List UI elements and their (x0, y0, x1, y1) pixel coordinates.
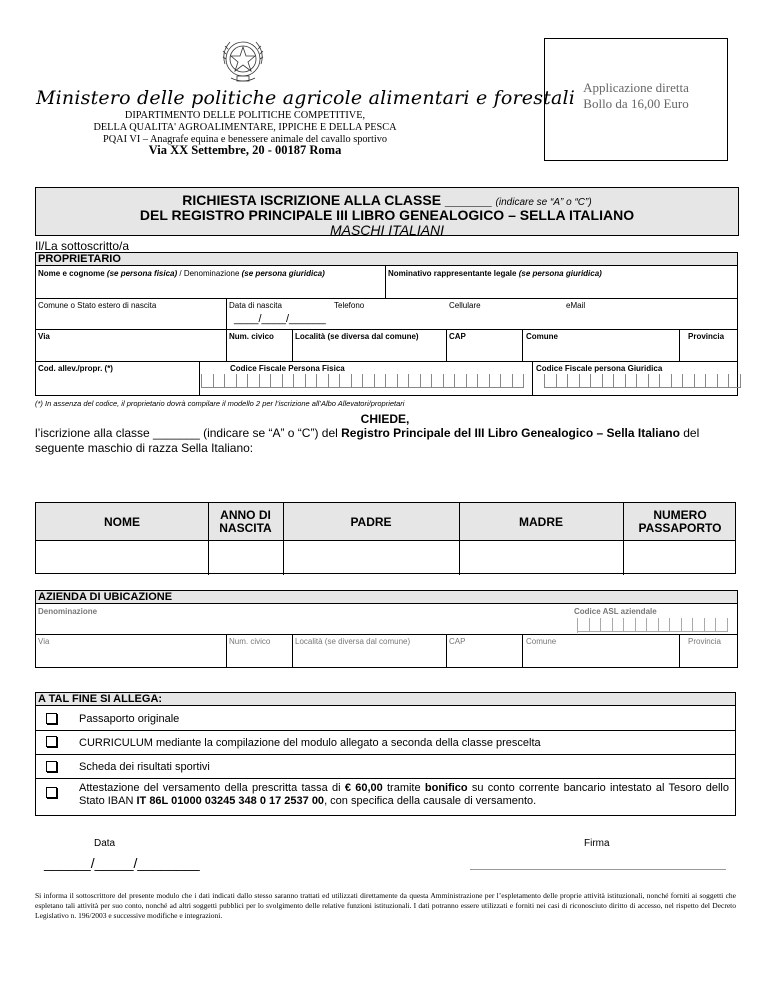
owner-denomination-label: / Denominazione (177, 269, 242, 278)
horse-sire-field[interactable] (284, 542, 459, 574)
farm-asl-cells[interactable] (577, 618, 728, 633)
date-field[interactable]: ______/_____/________ (44, 855, 200, 871)
attachment-payment: Attestazione del versamento della prescritta tassa di € 60,00 tramite bonifico su conto corrente bancario intestato al Tesoro dello Stato IBAN IT 86L 01000 03245 348 0 17 2537 00, con specifica della causale di versamento. (79, 782, 729, 807)
owner-name-label: Nome e cognome (38, 269, 107, 278)
privacy-notice: Si informa il sottoscrittore del presente modulo che i dati indicati dallo stesso saranno trattati ed utilizzati direttamente da questa Amministrazione per l’espletamento delle proprie attività istituzionali, nonché forniti ai soggetti che espletano tali attività per suo conto, nonché ad altri soggetti pubblici per lo svolgimento delle relative funzioni istituzionali. I dati potranno essere utilizzati e forniti nei casi di riconosciuto diritto di accesso, nel rispetto del Decreto Legislativo n. 196/2003 e successive modifiche e integrazioni. (35, 891, 736, 920)
ministry-address: Via XX Settembre, 20 - 00187 Roma (148, 143, 342, 157)
birthdate-label: Data di nascita (229, 301, 282, 310)
attachment-results: Scheda dei risultati sportivi (79, 761, 210, 773)
department-block (60, 110, 430, 146)
horse-dam-field[interactable] (460, 542, 623, 574)
farm-province-label: Provincia (688, 637, 721, 646)
undersigned-label: Il/La sottoscritto/a (35, 239, 130, 253)
province-label: Provincia (688, 332, 725, 341)
chiede-heading: CHIEDE, (360, 412, 410, 426)
horse-passport-field[interactable] (624, 542, 736, 574)
title-note: (indicare se “A” o “C”) (495, 197, 592, 208)
checkbox-curriculum[interactable] (46, 736, 57, 747)
col-header-passaporto: NUMERO PASSAPORTO (638, 508, 722, 535)
legal-rep-note: (se persona giuridica) (518, 269, 602, 278)
stamp-text-line: Bollo da 16,00 Euro (583, 96, 689, 111)
farm-denomination-label: Denominazione (38, 607, 98, 616)
cf-company-cells[interactable] (544, 374, 741, 388)
cap-label: CAP (449, 332, 466, 341)
locality-label: Località (se diversa dal comune) (295, 332, 419, 341)
department-line: DELLA QUALITA' AGROALIMENTARE, IPPICHE E DELLA PESCA (93, 122, 397, 133)
title-line-1: RICHIESTA ISCRIZIONE ALLA CLASSE ______ (182, 192, 492, 208)
checkbox-passport[interactable] (46, 713, 57, 724)
farm-civic-label: Num. civico (229, 637, 271, 646)
republic-emblem-icon (218, 34, 268, 86)
title-line-3: MASCHI ITALIANI (329, 222, 445, 238)
stamp-text-line: Applicazione diretta (583, 80, 689, 95)
owner-heading: PROPRIETARIO (36, 253, 737, 266)
legal-rep-label: Nominativo rappresentante legale (388, 269, 519, 278)
breeder-code-label: Cod. allev./propr. (*) (38, 364, 113, 373)
farm-cap-label: CAP (449, 637, 466, 646)
owner-denomination-note: (se persona giuridica) (241, 269, 325, 278)
farm-locality-label: Località (se diversa dal comune) (295, 637, 411, 646)
ministry-name: Ministero delle politiche agricole alimentari e forestali (36, 87, 576, 109)
col-header-anno: ANNO DI NASCITA (219, 508, 272, 535)
signature-field[interactable] (470, 869, 726, 870)
civic-label: Num. civico (229, 332, 274, 341)
col-header-madre: MADRE (519, 514, 563, 529)
farm-asl-label: Codice ASL aziendale (574, 607, 657, 616)
farm-city-label: Comune (526, 637, 557, 646)
stamp-box (544, 38, 728, 161)
cf-person-cells[interactable] (201, 374, 524, 388)
col-header-nome: NOME (104, 514, 140, 529)
department-line: PQAI VI – Anagrafe equina e benessere animale del cavallo sportivo (102, 134, 388, 145)
col-header-padre: PADRE (350, 514, 392, 529)
horse-birthyear-field[interactable] (209, 542, 283, 574)
attachment-curriculum: CURRICULUM mediante la compilazione del modulo allegato a seconda della classe prescelta (79, 737, 541, 749)
owner-name-note: (se persona fisica) (106, 269, 178, 278)
department-line: DIPARTIMENTO DELLE POLITICHE COMPETITIVE, (124, 110, 366, 121)
checkbox-payment[interactable] (46, 787, 57, 798)
footnote: (*) In assenza del codice, il proprietario dovrà compilare il modello 2 per l’iscrizione all’Albo Allevatori/proprietari (35, 399, 405, 408)
street-label: Via (38, 332, 50, 341)
mobile-label: Cellulare (449, 301, 481, 310)
form-title-box (35, 187, 739, 236)
birthdate-field[interactable]: ____/____/______ (234, 313, 326, 325)
signature-label: Firma (584, 838, 610, 849)
date-label: Data (94, 838, 116, 849)
farm-heading: AZIENDA DI UBICAZIONE (36, 591, 737, 604)
attachments-section (35, 692, 736, 816)
request-text: l’iscrizione alla classe _______ (indicare se “A” o “C”) del Registro Principale del III Libro Genealogico – Sella Italiano del seguente maschio di razza Sella Italiano: (35, 426, 700, 455)
checkbox-results[interactable] (46, 761, 57, 772)
phone-label: Telefono (334, 301, 365, 310)
title-line-2: DEL REGISTRO PRINCIPALE III LIBRO GENEALOGICO – SELLA ITALIANO (139, 207, 635, 223)
horse-name-field[interactable] (36, 542, 208, 574)
cf-company-label: Codice Fiscale persona Giuridica (536, 364, 663, 373)
city-label: Comune (526, 332, 558, 341)
cf-person-label: Codice Fiscale Persona Fisica (230, 364, 345, 373)
farm-street-label: Via (38, 637, 50, 646)
owner-section (35, 252, 738, 396)
attachment-passport: Passaporto originale (79, 713, 180, 725)
horse-table (35, 502, 736, 574)
email-label: eMail (566, 301, 586, 310)
birthplace-label: Comune o Stato estero di nascita (38, 301, 157, 310)
farm-section (35, 590, 738, 668)
attachments-heading: A TAL FINE SI ALLEGA: (36, 693, 735, 706)
